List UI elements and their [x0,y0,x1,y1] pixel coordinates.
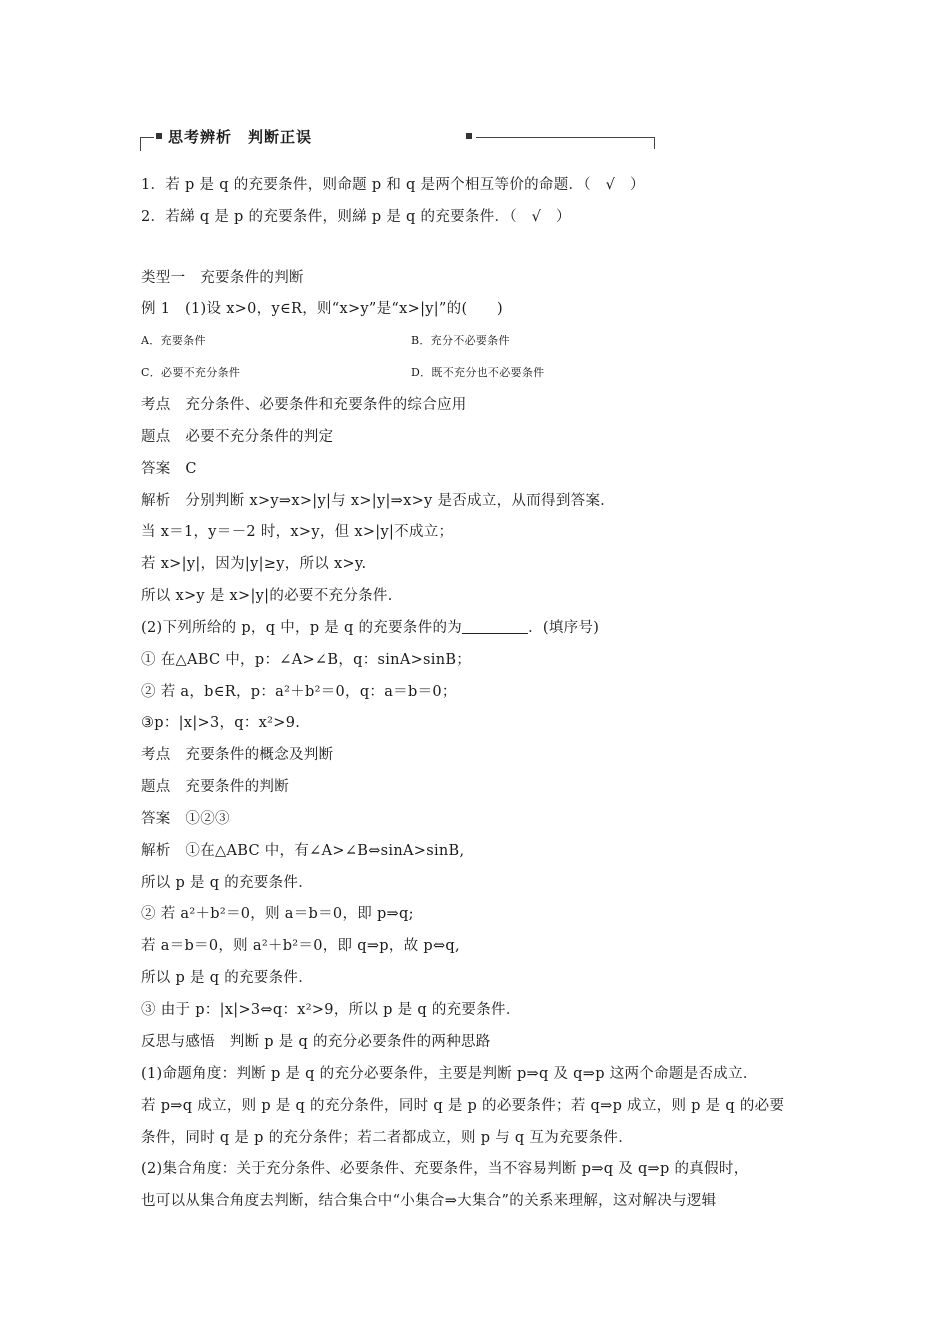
banner-tail-line [476,137,654,138]
banner-square-left [156,133,162,139]
banner-bracket-right [654,137,655,149]
condition-item-3: ③p：|x|>3，q：x²>9. [141,715,301,731]
analysis-1-line-2: 当 x＝1，y＝－2 时，x>y，但 x>|y|不成立； [141,524,454,540]
options-row-1 [141,331,841,351]
condition-item-2: ② 若 a，b∈R，p：a²＋b²＝0，q：a＝b＝0； [141,684,457,700]
section-title: 类型一 充要条件的判断 [141,270,304,286]
answer-2: 答案 ①②③ [141,811,230,827]
reflection-line-2: 若 p⇒q 成立，则 p 是 q 的充分条件，同时 q 是 p 的必要条件；若 q⇒p 成立，则 p 是 q 的必要 [141,1098,785,1114]
question-stem: (1)设 x>0，y∈R，则“x>y”是“x>|y|”的( ) [185,301,503,317]
judge-item-number: 1． [141,177,166,193]
analysis-2-line-3: ② 若 a²＋b²＝0，则 a＝b＝0，即 p⇒q; [141,906,414,922]
judge-item-1 [141,175,645,195]
kaodian-1: 考点 充分条件、必要条件和充要条件的综合应用 [141,397,467,413]
analysis-2-line-5: 所以 p 是 q 的充要条件． [141,970,313,986]
reflection-line-4: (2)集合角度：关于充分条件、必要条件、充要条件，当不容易判断 p⇒q 及 q⇒p 的真假时， [141,1161,749,1177]
reflection-line-5: 也可以从集合角度去判断，结合集合中“小集合⇒大集合”的关系来理解，这对解决与逻辑 [141,1193,717,1209]
analysis-2-line-1: 解析 ①在△ABC 中，有∠A>∠B⇔sinA>sinB, [141,843,465,859]
banner-square-right [466,133,472,139]
options-row-2 [141,363,841,383]
tidian-2: 题点 充要条件的判断 [141,779,289,795]
example-question-1 [141,299,503,319]
option-c: C．必要不充分条件 [141,366,241,379]
banner-lead-line [140,137,154,138]
answer-1: 答案 C [141,461,197,477]
question-stem: (2)下列所给的 p，q 中，p 是 q 的充要条件的为 [141,620,463,636]
example-question-2 [141,618,599,638]
section-banner [140,126,520,152]
analysis-1-line-3: 若 x>|y|，因为|y|≥y，所以 x>y. [141,556,367,572]
analysis-2-line-4: 若 a＝b＝0，则 a²＋b²＝0，即 q⇒p，故 p⇔q, [141,938,460,954]
option-b: B．充分不必要条件 [411,334,510,347]
analysis-2-line-6: ③ 由于 p：|x|>3⇔q：x²>9，所以 p 是 q 的充要条件． [141,1002,521,1018]
answer-blank [462,619,528,634]
condition-item-1: ① 在△ABC 中，p：∠A>∠B，q：sinA>sinB； [141,652,472,668]
example-label: 例 1 [141,301,171,317]
reflection-line-1: (1)命题角度：判断 p 是 q 的充分必要条件，主要是判断 p⇒q 及 q⇒p 这两个命题是否成立． [141,1066,758,1082]
reflection-line-3: 条件，同时 q 是 p 的充分条件；若二者都成立，则 p 与 q 互为充要条件． [141,1130,633,1146]
banner-title: 思考辨析 判断正误 [168,128,313,146]
kaodian-2: 考点 充要条件的概念及判断 [141,747,334,763]
tidian-1: 题点 必要不充分条件的判定 [141,429,334,445]
judge-item-text: 若 p 是 q 的充要条件，则命题 p 和 q 是两个相互等价的命题．（ √ ） [165,177,645,193]
banner-bracket-left [140,137,141,151]
judge-item-2 [141,207,571,227]
reflection-title: 反思与感悟 判断 p 是 q 的充分必要条件的两种思路 [141,1034,491,1050]
judge-item-text: 若綈 q 是 p 的充要条件，则綈 p 是 q 的充要条件．（ √ ） [165,209,571,225]
option-d: D．既不充分也不必要条件 [411,366,545,379]
analysis-2-line-2: 所以 p 是 q 的充要条件． [141,875,313,891]
judge-item-number: 2． [141,209,166,225]
option-a: A．充要条件 [141,334,206,347]
analysis-1-line-1: 解析 分别判断 x>y⇒x>|y|与 x>|y|⇒x>y 是否成立，从而得到答案． [141,493,616,509]
analysis-1-line-4: 所以 x>y 是 x>|y|的必要不充分条件． [141,588,403,604]
question-stem-suffix: ．(填序号) [528,620,600,636]
